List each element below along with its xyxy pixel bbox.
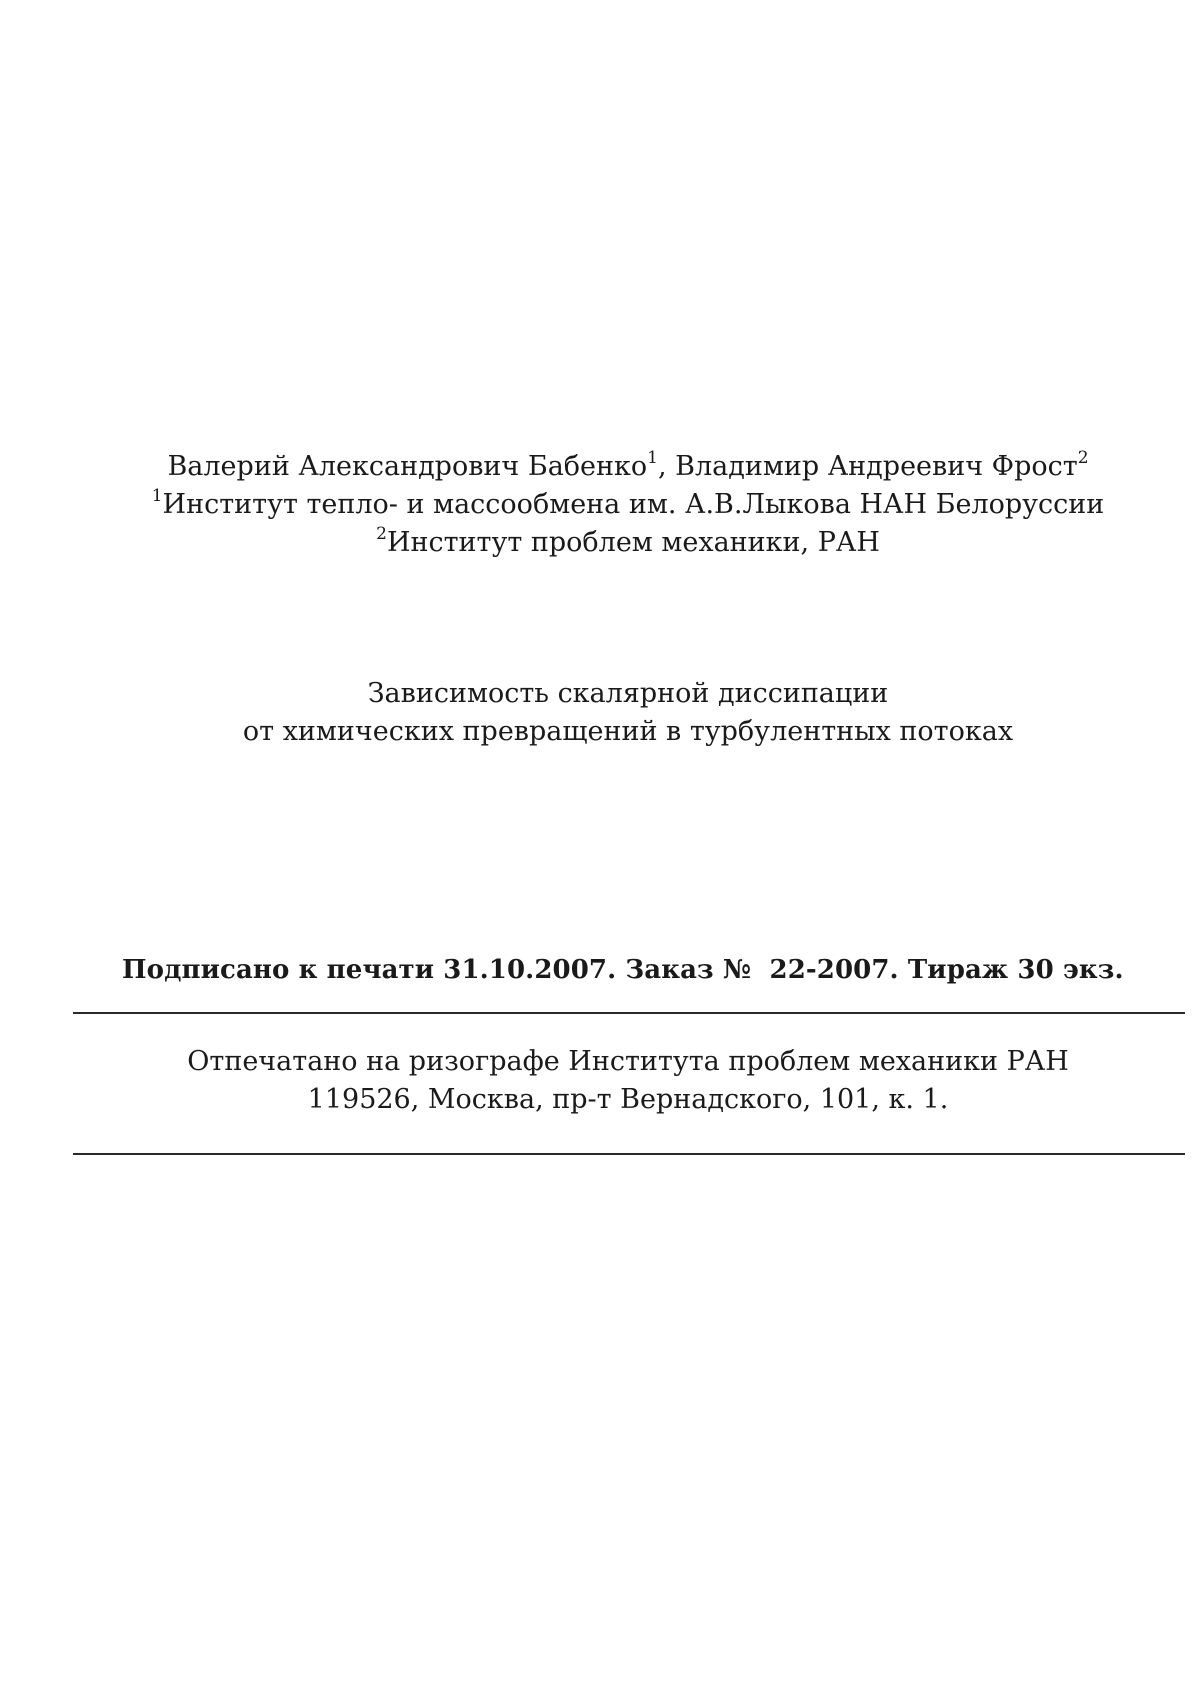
document-title bbox=[28, 675, 1200, 751]
author1-mark: 1 bbox=[647, 448, 658, 468]
author-separator: , bbox=[657, 451, 676, 482]
affiliation-line-1 bbox=[28, 486, 1200, 524]
title-line-1: Зависимость скалярной диссипации bbox=[367, 678, 889, 709]
divider-bottom bbox=[73, 1153, 1185, 1155]
title-line-2: от химических превращений в турбулентных потоках bbox=[242, 716, 1014, 747]
authors-block bbox=[28, 448, 1200, 562]
author2-mark: 2 bbox=[1077, 448, 1089, 468]
printer-line-2: 119526, Москва, пр-т Вернадского, 101, к. 1. bbox=[307, 1084, 949, 1115]
affiliation2-mark: 2 bbox=[376, 524, 387, 544]
divider-top bbox=[73, 1012, 1185, 1014]
imprint-line: Подписано к печати 31.10.2007. Заказ № 22-2007. Тираж 30 экз. bbox=[122, 955, 1124, 985]
author2-name: Владимир Андреевич Фрост bbox=[675, 451, 1078, 482]
author-line bbox=[28, 448, 1200, 486]
printer-line-1: Отпечатано на ризографе Института проблем механики РАН bbox=[187, 1046, 1069, 1077]
author1-name: Валерий Александрович Бабенко bbox=[167, 451, 648, 482]
printer-info bbox=[28, 1043, 1200, 1119]
affiliation1-text: Институт тепло- и массообмена им. А.В.Лыкова НАН Белоруссии bbox=[162, 489, 1105, 520]
affiliation2-text: Институт проблем механики, РАН bbox=[386, 527, 880, 558]
affiliation-line-2 bbox=[28, 524, 1200, 562]
affiliation1-mark: 1 bbox=[151, 486, 163, 506]
